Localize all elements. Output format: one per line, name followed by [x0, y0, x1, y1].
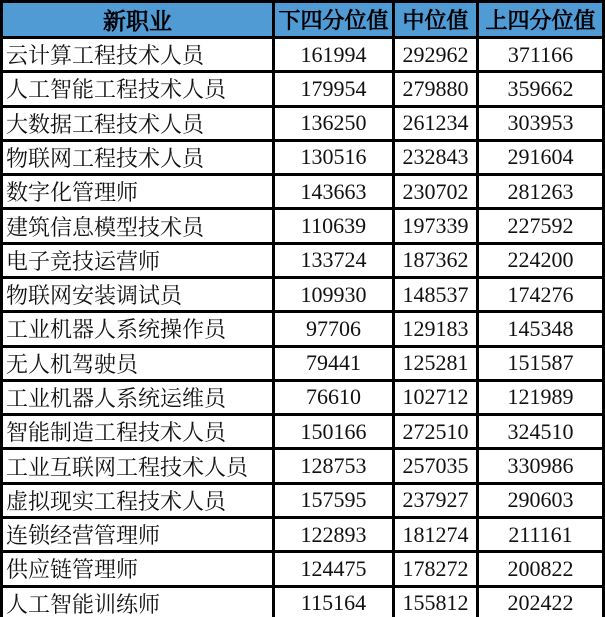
value-cell: 290603	[478, 483, 604, 517]
occupation-label: 建筑信息模型技术员	[2, 209, 274, 243]
value-cell: 148537	[394, 277, 478, 311]
value-cell: 150166	[274, 415, 394, 449]
value-cell: 359662	[478, 72, 604, 106]
table-row	[2, 140, 604, 174]
table-row	[2, 415, 604, 449]
value-cell: 121989	[478, 380, 604, 414]
occupation-label: 供应链管理师	[2, 552, 274, 586]
value-cell: 202422	[478, 586, 604, 617]
occupation-label: 无人机驾驶员	[2, 346, 274, 380]
value-cell: 128753	[274, 449, 394, 483]
value-cell: 79441	[274, 346, 394, 380]
value-cell: 261234	[394, 106, 478, 140]
table-row	[2, 312, 604, 346]
value-cell: 122893	[274, 517, 394, 551]
value-cell: 371166	[478, 38, 604, 72]
header-cell-1: 下四分位值	[274, 2, 394, 38]
value-cell: 291604	[478, 140, 604, 174]
table-row	[2, 586, 604, 617]
value-cell: 157595	[274, 483, 394, 517]
value-cell: 281263	[478, 175, 604, 209]
table-row	[2, 277, 604, 311]
value-cell: 174276	[478, 277, 604, 311]
table-row	[2, 552, 604, 586]
value-cell: 227592	[478, 209, 604, 243]
value-cell: 136250	[274, 106, 394, 140]
occupation-label: 工业机器人系统操作员	[2, 312, 274, 346]
table-row	[2, 517, 604, 551]
value-cell: 129183	[394, 312, 478, 346]
table-row	[2, 106, 604, 140]
occupation-label: 云计算工程技术人员	[2, 38, 274, 72]
value-cell: 178272	[394, 552, 478, 586]
value-cell: 161994	[274, 38, 394, 72]
table-row	[2, 346, 604, 380]
value-cell: 102712	[394, 380, 478, 414]
value-cell: 272510	[394, 415, 478, 449]
table-row	[2, 175, 604, 209]
header-cell-2: 中位值	[394, 2, 478, 38]
value-cell: 181274	[394, 517, 478, 551]
occupation-label: 虚拟现实工程技术人员	[2, 483, 274, 517]
table-row	[2, 72, 604, 106]
table-row	[2, 449, 604, 483]
value-cell: 109930	[274, 277, 394, 311]
value-cell: 279880	[394, 72, 478, 106]
value-cell: 110639	[274, 209, 394, 243]
header-row	[2, 2, 604, 38]
occupation-label: 数字化管理师	[2, 175, 274, 209]
value-cell: 232843	[394, 140, 478, 174]
table-row	[2, 483, 604, 517]
occupation-label: 人工智能训练师	[2, 586, 274, 617]
value-cell: 179954	[274, 72, 394, 106]
value-cell: 133724	[274, 243, 394, 277]
occupation-label: 智能制造工程技术人员	[2, 415, 274, 449]
header-cell-3: 上四分位值	[478, 2, 604, 38]
table-row	[2, 209, 604, 243]
value-cell: 155812	[394, 586, 478, 617]
occupation-label: 大数据工程技术人员	[2, 106, 274, 140]
value-cell: 115164	[274, 586, 394, 617]
value-cell: 76610	[274, 380, 394, 414]
occupation-label: 工业互联网工程技术人员	[2, 449, 274, 483]
value-cell: 145348	[478, 312, 604, 346]
occupation-label: 电子竞技运营师	[2, 243, 274, 277]
value-cell: 257035	[394, 449, 478, 483]
value-cell: 303953	[478, 106, 604, 140]
occupation-label: 物联网工程技术人员	[2, 140, 274, 174]
table-row	[2, 38, 604, 72]
value-cell: 230702	[394, 175, 478, 209]
value-cell: 97706	[274, 312, 394, 346]
table-body	[2, 38, 604, 617]
value-cell: 130516	[274, 140, 394, 174]
value-cell: 292962	[394, 38, 478, 72]
table-header	[2, 2, 604, 38]
occupation-label: 人工智能工程技术人员	[2, 72, 274, 106]
value-cell: 324510	[478, 415, 604, 449]
value-cell: 187362	[394, 243, 478, 277]
value-cell: 197339	[394, 209, 478, 243]
occupation-label: 物联网安装调试员	[2, 277, 274, 311]
occupation-label: 工业机器人系统运维员	[2, 380, 274, 414]
value-cell: 330986	[478, 449, 604, 483]
value-cell: 151587	[478, 346, 604, 380]
value-cell: 237927	[394, 483, 478, 517]
value-cell: 124475	[274, 552, 394, 586]
occupation-label: 连锁经营管理师	[2, 517, 274, 551]
value-cell: 143663	[274, 175, 394, 209]
table-row	[2, 380, 604, 414]
value-cell: 211161	[478, 517, 604, 551]
header-cell-0: 新职业	[2, 2, 274, 38]
value-cell: 125281	[394, 346, 478, 380]
value-cell: 200822	[478, 552, 604, 586]
value-cell: 224200	[478, 243, 604, 277]
table-row	[2, 243, 604, 277]
